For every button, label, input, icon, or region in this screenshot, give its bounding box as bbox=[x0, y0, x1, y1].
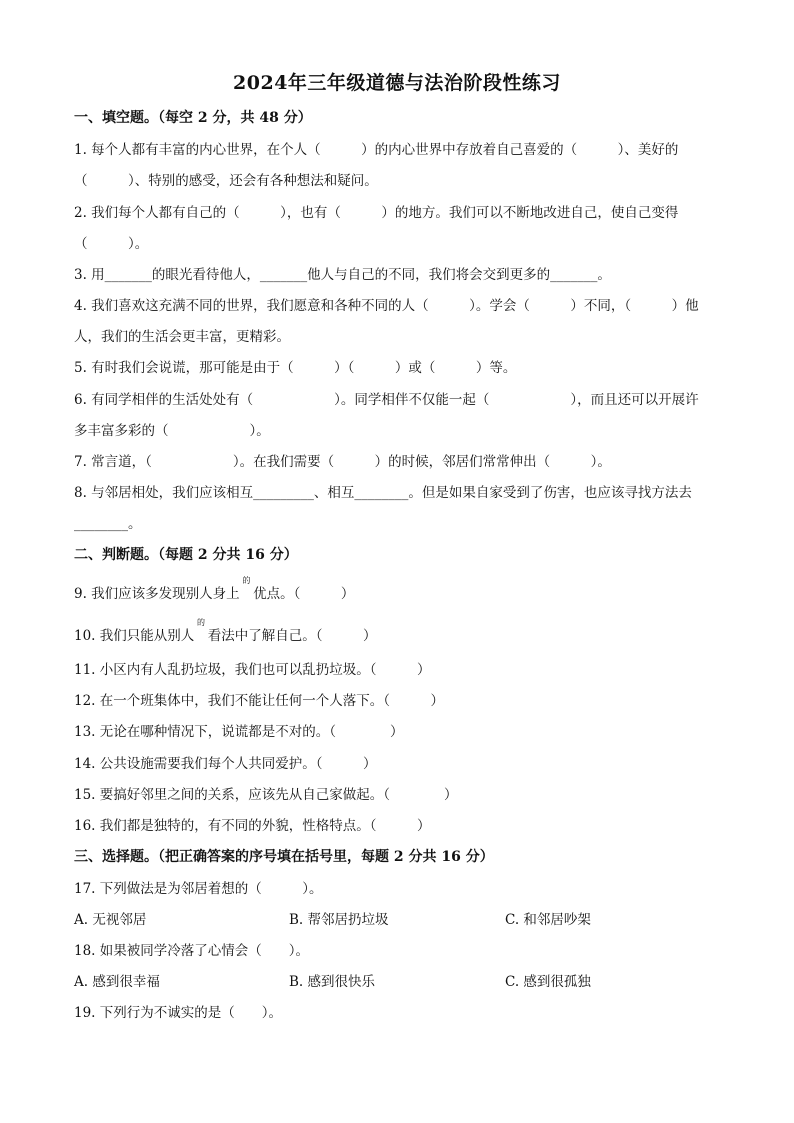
question-6-line-2: 多丰富多彩的（ ）。 bbox=[74, 423, 270, 439]
question-2-line-2: （ ）。 bbox=[74, 236, 149, 252]
question-18-option-c: C. 感到很孤独 bbox=[505, 974, 591, 990]
question-9 bbox=[74, 576, 724, 603]
question-17-option-c: C. 和邻居吵架 bbox=[505, 912, 591, 928]
question-19: 19. 下列行为不诚实的是（ ）。 bbox=[74, 1005, 283, 1021]
question-3: 3. 用_______的眼光看待他人，_______他人与自己的不同，我们将会交到更多的_______。 bbox=[74, 267, 611, 283]
question-10-text-start: 10. 我们只能从别人 bbox=[74, 628, 195, 644]
question-12: 12. 在一个班集体中，我们不能让任何一个人落下。（ ） bbox=[74, 693, 445, 709]
section-heading-judge: 二、判断题。（每题 2 分共 16 分） bbox=[74, 547, 298, 563]
question-18-option-a: A. 感到很幸福 bbox=[74, 974, 160, 990]
question-13: 13. 无论在哪种情况下，说谎都是不对的。（ ） bbox=[74, 724, 404, 740]
question-4-line-2: 人，我们的生活会更丰富，更精彩。 bbox=[74, 329, 290, 345]
question-17: 17. 下列做法是为邻居着想的（ ）。 bbox=[74, 881, 323, 897]
question-15: 15. 要搞好邻里之间的关系，应该先从自己家做起。（ ） bbox=[74, 787, 458, 803]
question-14: 14. 公共设施需要我们每个人共同爱护。（ ） bbox=[74, 756, 377, 772]
question-17-option-b: B. 帮邻居扔垃圾 bbox=[289, 912, 389, 928]
question-8-line-2: ________。 bbox=[74, 516, 142, 532]
ruby-annotation bbox=[194, 618, 208, 645]
question-17-option-a: A. 无视邻居 bbox=[74, 912, 147, 928]
question-16: 16. 我们都是独特的，有不同的外貌，性格特点。（ ） bbox=[74, 818, 431, 834]
question-2-line-1: 2. 我们每个人都有自己的（ ），也有（ ）的地方。我们可以不断地改进自己，使自己变得 bbox=[74, 205, 679, 221]
question-9-text-start: 9. 我们应该多发现别人身上 bbox=[74, 586, 240, 602]
page-title: 2024年三年级道德与法治阶段性练习 bbox=[233, 72, 561, 94]
question-11: 11. 小区内有人乱扔垃圾，我们也可以乱扔垃圾。（ ） bbox=[74, 662, 431, 678]
question-9-text-end: 优点。（ ） bbox=[253, 586, 355, 602]
question-1-line-1: 1. 每个人都有丰富的内心世界，在个人（ ）的内心世界中存放着自己喜爱的（ ）、美好的 bbox=[74, 142, 679, 158]
question-8-line-1: 8. 与邻居相处，我们应该相互_________、相互________。但是如果自家受到了伤害，也应该寻找方法去 bbox=[74, 485, 692, 501]
question-7: 7. 常言道，（ ）。在我们需要（ ）的时候，邻居们常常伸出（ ）。 bbox=[74, 454, 611, 470]
question-18-option-b: B. 感到很快乐 bbox=[289, 974, 376, 990]
question-5: 5. 有时我们会说谎，那可能是由于（ ）（ ）或（ ）等。 bbox=[74, 360, 517, 376]
section-heading-fill: 一、填空题。（每空 2 分，共 48 分） bbox=[74, 110, 312, 126]
ruby-text: 的 bbox=[197, 618, 206, 627]
question-10 bbox=[74, 618, 724, 645]
ruby-text: 的 bbox=[242, 576, 251, 585]
ruby-annotation bbox=[240, 576, 254, 603]
question-4-line-1: 4. 我们喜欢这充满不同的世界，我们愿意和各种不同的人（ ）。学会（ ）不同，（ ）他 bbox=[74, 298, 699, 314]
question-1-line-2: （ ）、特别的感受，还会有各种想法和疑问。 bbox=[74, 173, 378, 189]
question-6-line-1: 6. 有同学相伴的生活处处有（ ）。同学相伴不仅能一起（ ），而且还可以开展许 bbox=[74, 392, 699, 408]
question-10-text-end: 看法中了解自己。（ ） bbox=[207, 628, 377, 644]
question-18: 18. 如果被同学冷落了心情会（ ）。 bbox=[74, 943, 310, 959]
section-heading-choice: 三、选择题。（把正确答案的序号填在括号里，每题 2 分共 16 分） bbox=[74, 849, 494, 865]
